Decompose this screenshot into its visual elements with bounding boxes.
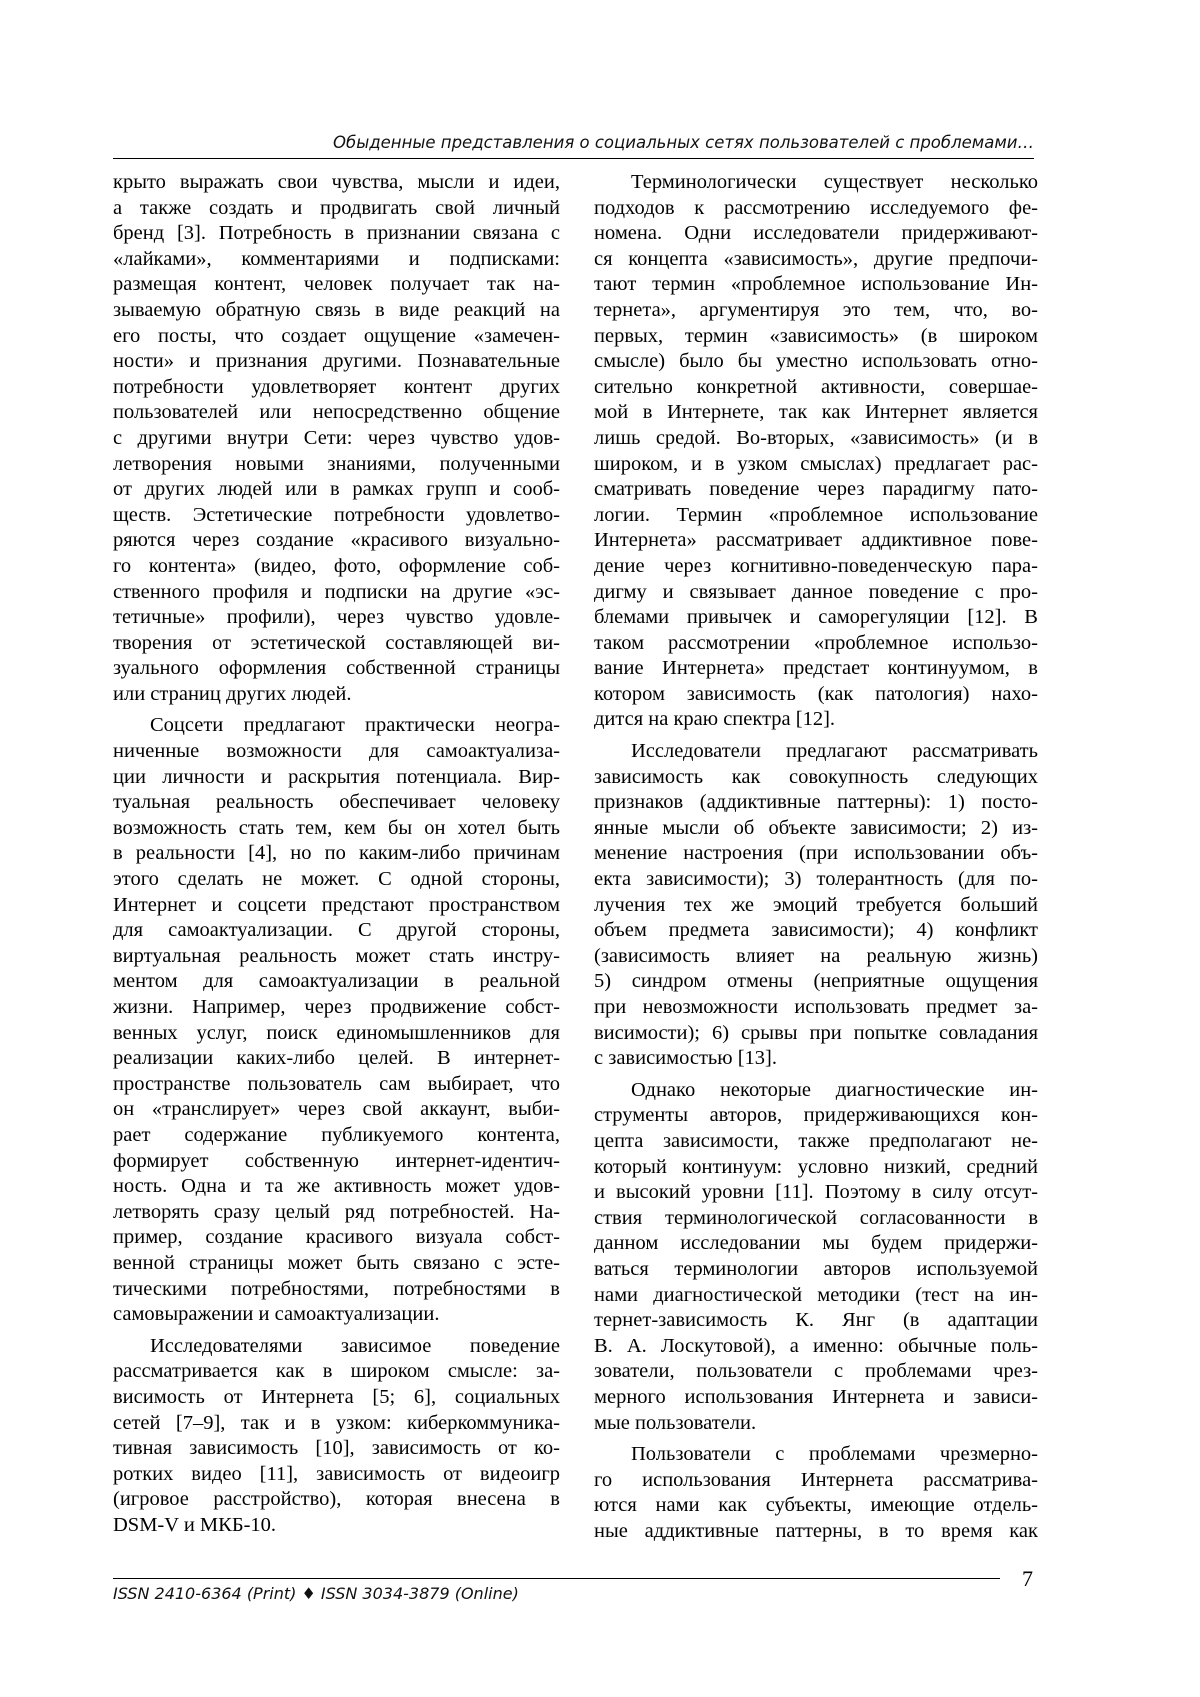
text-line: вание Интернета» предстает континуумом, в bbox=[594, 657, 1038, 680]
text-line: котором зависимость (как патология) нахо- bbox=[594, 682, 1038, 705]
text-line: ментом для самоактуализации в реальной bbox=[113, 970, 560, 993]
text-line: объем предмета зависимости); 4) конфликт bbox=[594, 919, 1038, 942]
text-line: ваться терминологии авторов используемой bbox=[594, 1257, 1038, 1280]
text-line: его посты, что создает ощущение «замечен- bbox=[113, 324, 560, 347]
text-line: лучения тех же эмоций требуется больший bbox=[594, 893, 1038, 916]
text-line: тическими потребностями, потребностями в bbox=[113, 1277, 560, 1300]
text-line: Однако некоторые диагностические ин- bbox=[631, 1078, 1038, 1101]
text-line: смысле) было бы уместно использовать отно- bbox=[594, 350, 1038, 373]
text-line: янные мысли об объекте зависимости; 2) из- bbox=[594, 816, 1038, 839]
text-line: жизни. Например, через продвижение собст- bbox=[113, 996, 560, 1018]
text-line: мой в Интернете, так как Интернет является bbox=[594, 401, 1038, 424]
text-line: данном исследовании мы будем придержи- bbox=[594, 1232, 1038, 1255]
text-line: самовыражении и самоактуализации. bbox=[113, 1303, 440, 1326]
text-line: зываемую обратную связь в виде реакций на bbox=[113, 298, 560, 321]
text-line: или страниц других людей. bbox=[113, 682, 352, 705]
text-line: летворения новыми знаниями, полученными bbox=[113, 452, 560, 475]
text-line: лишь средой. Во-вторых, «зависимость» (и в bbox=[594, 426, 1038, 449]
text-line: логии. Термин «проблемное использование bbox=[594, 503, 1038, 526]
text-line: тетичные» профили), через чувство удовле- bbox=[113, 606, 560, 629]
text-line: ряются через создание «красивого визуально- bbox=[113, 529, 560, 552]
right-paragraph bbox=[594, 739, 1038, 1072]
text-line: Пользователи с проблемами чрезмерно- bbox=[631, 1443, 1038, 1466]
text-line: 5) синдром отмены (неприятные ощущения bbox=[594, 970, 1038, 993]
text-line: первых, термин «зависимость» (в широком bbox=[594, 324, 1038, 347]
text-line: реализации каких-либо целей. В интернет- bbox=[113, 1047, 560, 1070]
text-line: ные аддиктивные паттерны, в то время как bbox=[594, 1519, 1038, 1542]
text-line: пространстве пользователь сам выбирает, что bbox=[113, 1072, 560, 1095]
text-line: Терминологически существует несколько bbox=[631, 171, 1038, 193]
text-line: дение через когнитивно-поведенческую пара- bbox=[594, 554, 1038, 577]
text-line: номена. Одни исследователи придерживают- bbox=[594, 222, 1038, 245]
text-line: ции личности и раскрытия потенциала. Вир- bbox=[113, 765, 560, 788]
text-line: тивная зависимость [10], зависимость от ко- bbox=[113, 1437, 560, 1460]
text-line: мерного использования Интернета и зависи- bbox=[594, 1385, 1038, 1408]
text-line: признаков (аддиктивные паттерны): 1) посто- bbox=[594, 791, 1038, 814]
text-line: «лайками», комментариями и подписками: bbox=[113, 247, 560, 270]
text-line: Интернета» рассматривает аддиктивное пове- bbox=[594, 529, 1038, 552]
text-line: менение настроения (при использовании объ- bbox=[594, 842, 1038, 865]
header-rule bbox=[113, 158, 1034, 159]
right-paragraph bbox=[594, 170, 1038, 733]
text-line: он «транслирует» через свой аккаунт, выби- bbox=[113, 1098, 560, 1121]
text-line: размещая контент, человек получает так на- bbox=[113, 273, 560, 296]
text-line: подходов к рассмотрению исследуемого фе- bbox=[594, 196, 1038, 219]
text-line: висимость от Интернета [5; 6], социальных bbox=[113, 1385, 560, 1408]
text-line: Исследователи предлагают рассматривать bbox=[631, 740, 1038, 763]
footer-rule bbox=[113, 1578, 1000, 1579]
left-paragraph bbox=[113, 713, 560, 1327]
text-line: тают термин «проблемное использование Ин- bbox=[594, 273, 1038, 296]
text-line: пользователей или непосредственно общение bbox=[113, 401, 560, 424]
text-line: этого сделать не может. С одной стороны, bbox=[113, 868, 560, 891]
text-line: летворять сразу целый ряд потребностей. На- bbox=[113, 1200, 560, 1223]
text-line: блемами привычек и саморегуляции [12]. В bbox=[594, 606, 1038, 629]
text-line: ротких видео [11], зависимость от видеоигр bbox=[113, 1462, 560, 1485]
text-line: висимости); 6) срывы при попытке совладания bbox=[594, 1021, 1038, 1044]
text-line: в реальности [4], но по каким-либо причинам bbox=[113, 842, 560, 865]
text-line: широком, и в узком смыслах) предлагает рас- bbox=[594, 452, 1038, 475]
text-line: (зависимость влияет на реальную жизнь) bbox=[594, 944, 1038, 967]
text-line: потребности удовлетворяет контент других bbox=[113, 375, 560, 398]
text-line: а также создать и продвигать свой личный bbox=[113, 196, 560, 219]
text-line: дигму и связывает данное поведение с про- bbox=[594, 580, 1038, 603]
text-line: пример, создание красивого визуала собст- bbox=[113, 1226, 560, 1249]
text-line: Соцсети предлагают практически неогра- bbox=[150, 714, 560, 737]
text-line: го использования Интернета рассматрива- bbox=[594, 1468, 1038, 1491]
left-column bbox=[113, 170, 560, 1538]
text-line: го контента» (видео, фото, оформление соб- bbox=[113, 554, 560, 577]
text-line: екта зависимости); 3) толерантность (для по- bbox=[594, 868, 1038, 891]
text-line: ность. Одна и та же активность может удов- bbox=[113, 1175, 560, 1198]
text-line: цепта зависимости, также предполагают не- bbox=[594, 1129, 1038, 1152]
text-line: с зависимостью [13]. bbox=[594, 1047, 777, 1070]
text-line: формирует собственную интернет-идентич- bbox=[113, 1149, 560, 1172]
text-line: (игровое расстройство), которая внесена в bbox=[113, 1488, 560, 1511]
right-paragraph bbox=[594, 1078, 1038, 1436]
text-line: бренд [3]. Потребность в признании связана с bbox=[113, 222, 560, 245]
right-column bbox=[594, 170, 1038, 1544]
text-line: ся концепта «зависимость», другие предпочи- bbox=[594, 247, 1038, 270]
text-line: тернета», аргументируя это тем, что, во- bbox=[594, 298, 1038, 321]
text-line: мые пользователи. bbox=[594, 1411, 757, 1434]
text-line: таком рассмотрении «проблемное использо- bbox=[594, 631, 1038, 654]
text-line: зависимость как совокупность следующих bbox=[594, 765, 1038, 788]
text-line: крыто выражать свои чувства, мысли и идеи, bbox=[113, 171, 560, 193]
text-line: зуального оформления собственной страницы bbox=[113, 657, 560, 680]
text-line: виртуальная реальность может стать инстру- bbox=[113, 944, 560, 967]
text-line: зователи, пользователи с проблемами чрез- bbox=[594, 1360, 1038, 1383]
text-line: творения от эстетической составляющей ви- bbox=[113, 631, 560, 654]
text-line: возможность стать тем, кем бы он хотел быть bbox=[113, 816, 560, 839]
text-line: ствия терминологической согласованности в bbox=[594, 1206, 1038, 1229]
running-title: Обыденные представления о социальных сетях пользователей с проблемами… bbox=[333, 133, 1034, 152]
text-line: рает содержание публикуемого контента, bbox=[113, 1123, 560, 1146]
text-line: рассматривается как в широком смысле: за- bbox=[113, 1360, 560, 1383]
right-paragraph bbox=[594, 1442, 1038, 1544]
text-line: и высокий уровни [11]. Поэтому в силу отсут- bbox=[594, 1181, 1038, 1204]
text-line: В. А. Лоскутовой), а именно: обычные поль- bbox=[594, 1334, 1038, 1357]
text-line: дится на краю спектра [12]. bbox=[594, 708, 836, 731]
text-line: тернет-зависимость К. Янг (в адаптации bbox=[594, 1309, 1038, 1332]
text-line: ниченные возможности для самоактуализа- bbox=[113, 740, 560, 763]
text-line: DSM-V и МКБ-10. bbox=[113, 1513, 277, 1536]
text-line: туальная реальность обеспечивает человеку bbox=[113, 791, 560, 814]
text-line: сматривать поведение через парадигму пато- bbox=[594, 478, 1038, 501]
text-line: венной страницы может быть связано с эсте- bbox=[113, 1251, 560, 1274]
text-line: ществ. Эстетические потребности удовлетво- bbox=[113, 503, 560, 526]
text-line: нами диагностической методики (тест на ин- bbox=[594, 1283, 1038, 1306]
left-paragraph bbox=[113, 1334, 560, 1539]
text-line: ственного профиля и подписки на другие «эс- bbox=[113, 580, 560, 603]
text-line: сительно конкретной активности, совершае- bbox=[594, 375, 1038, 398]
text-line: сетей [7–9], так и в узком: киберкоммуника- bbox=[113, 1411, 560, 1434]
text-line: ности» и признания другими. Познавательные bbox=[113, 350, 560, 373]
text-line: при невозможности использовать предмет за- bbox=[594, 996, 1038, 1018]
left-paragraph bbox=[113, 170, 560, 707]
page-number: 7 bbox=[1022, 1566, 1033, 1591]
text-line: струменты авторов, придерживающихся кон- bbox=[594, 1104, 1038, 1127]
text-line: который континуум: условно низкий, средний bbox=[594, 1155, 1038, 1178]
text-line: с другими внутри Сети: через чувство удов- bbox=[113, 426, 560, 449]
text-line: ются нами как субъекты, имеющие отдель- bbox=[594, 1494, 1038, 1517]
text-line: от других людей или в рамках групп и сооб- bbox=[113, 478, 560, 501]
footer-issn: ISSN 2410-6364 (Print) ♦ ISSN 3034-3879 (Online) bbox=[113, 1584, 519, 1603]
text-line: для самоактуализации. С другой стороны, bbox=[113, 919, 560, 942]
text-line: Исследователями зависимое поведение bbox=[150, 1334, 560, 1357]
text-line: венных услуг, поиск единомышленников для bbox=[113, 1021, 560, 1044]
text-line: Интернет и соцсети предстают пространством bbox=[113, 893, 560, 916]
